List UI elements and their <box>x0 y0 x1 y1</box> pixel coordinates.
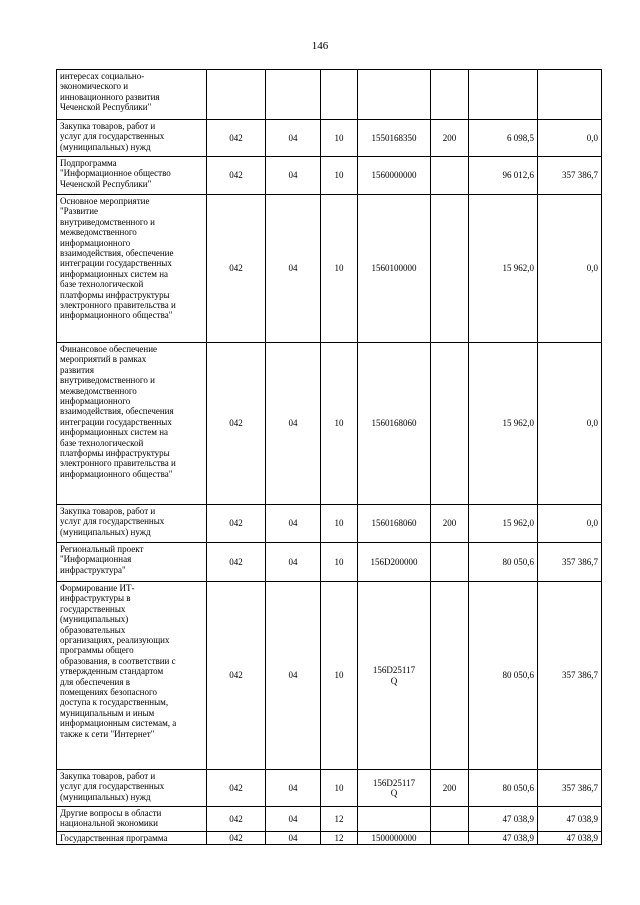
cell-name: Финансовое обеспечение мероприятий в рамках развития внутриведомственного и межведомственного информационного взаимодействия, обеспечения интеграции государственных информационных систем на базе технологической платформы инфраструктуры электронного правительства и информационного общества" <box>57 343 207 505</box>
cell-section: 04 <box>266 505 321 543</box>
cell-type <box>431 807 469 832</box>
cell-ministry: 042 <box>207 505 266 543</box>
cell-amount-1: 96 012,6 <box>469 157 538 195</box>
cell-ministry: 042 <box>207 343 266 505</box>
cell-name: Подпрограмма "Информационное общество Чеченской Республики" <box>57 157 207 195</box>
cell-name: Формирование ИТ- инфраструктуры в государственных (муниципальных) образовательных организациях, реализующих программы общего образования, в соответствии с утвержденным стандартом для обеспечения в помещениях безопасного доступа к государственным, муниципальным и иным информационным системам, а также к сети "Интернет" <box>57 582 207 770</box>
table-row <box>57 543 602 582</box>
table-row <box>57 505 602 543</box>
cell-subsection: 10 <box>321 505 358 543</box>
cell-type <box>431 582 469 770</box>
cell-section: 04 <box>266 832 321 845</box>
cell-ministry: 042 <box>207 832 266 845</box>
cell-type <box>431 832 469 845</box>
cell-type <box>431 157 469 195</box>
cell-ministry: 042 <box>207 120 266 157</box>
cell-name: Государственная программа <box>57 832 207 845</box>
table-row <box>57 195 602 343</box>
cell-ministry <box>207 70 266 120</box>
cell-target <box>358 807 431 832</box>
cell-amount-1: 6 098,5 <box>469 120 538 157</box>
cell-subsection: 10 <box>321 543 358 582</box>
cell-name: Другие вопросы в области национальной экономики <box>57 807 207 832</box>
cell-amount-2: 357 386,7 <box>538 157 602 195</box>
cell-subsection: 10 <box>321 582 358 770</box>
cell-type <box>431 70 469 120</box>
cell-amount-1: 15 962,0 <box>469 195 538 343</box>
cell-subsection: 10 <box>321 770 358 807</box>
cell-section: 04 <box>266 157 321 195</box>
cell-name: Основное мероприятие "Развитие внутриведомственного и межведомственного информационного взаимодействия, обеспечение интеграции государственных информационных систем на базе технологической платформы инфраструктуры электронного правительства и информационного общества" <box>57 195 207 343</box>
cell-section: 04 <box>266 582 321 770</box>
cell-target: 156D25117 Q <box>358 582 431 770</box>
cell-subsection: 10 <box>321 343 358 505</box>
cell-name: Закупка товаров, работ и услуг для государственных (муниципальных) нужд <box>57 505 207 543</box>
cell-type: 200 <box>431 770 469 807</box>
cell-type: 200 <box>431 505 469 543</box>
cell-subsection: 12 <box>321 832 358 845</box>
cell-subsection: 10 <box>321 120 358 157</box>
cell-amount-2: 47 038,9 <box>538 807 602 832</box>
cell-section <box>266 70 321 120</box>
table-row <box>57 582 602 770</box>
table-row <box>57 807 602 832</box>
cell-target: 156D25117 Q <box>358 770 431 807</box>
cell-target: 1560168060 <box>358 343 431 505</box>
table-row <box>57 70 602 120</box>
cell-target: 1550168350 <box>358 120 431 157</box>
cell-subsection: 10 <box>321 157 358 195</box>
table-row <box>57 120 602 157</box>
table-row <box>57 770 602 807</box>
cell-type <box>431 195 469 343</box>
cell-name: Закупка товаров, работ и услуг для государственных (муниципальных) нужд <box>57 770 207 807</box>
cell-amount-1: 47 038,9 <box>469 832 538 845</box>
cell-amount-2: 0,0 <box>538 343 602 505</box>
cell-subsection: 12 <box>321 807 358 832</box>
table-row <box>57 157 602 195</box>
cell-name: Закупка товаров, работ и услуг для государственных (муниципальных) нужд <box>57 120 207 157</box>
cell-type <box>431 343 469 505</box>
cell-target: 156D200000 <box>358 543 431 582</box>
cell-target: 1560100000 <box>358 195 431 343</box>
cell-amount-2: 0,0 <box>538 120 602 157</box>
cell-type: 200 <box>431 120 469 157</box>
cell-target <box>358 70 431 120</box>
cell-amount-1: 15 962,0 <box>469 505 538 543</box>
table-row <box>57 832 602 845</box>
cell-ministry: 042 <box>207 543 266 582</box>
cell-amount-2 <box>538 70 602 120</box>
cell-amount-1: 80 050,6 <box>469 770 538 807</box>
cell-amount-1: 80 050,6 <box>469 543 538 582</box>
cell-subsection: 10 <box>321 195 358 343</box>
cell-amount-2: 47 038,9 <box>538 832 602 845</box>
cell-ministry: 042 <box>207 157 266 195</box>
cell-section: 04 <box>266 343 321 505</box>
cell-ministry: 042 <box>207 195 266 343</box>
cell-ministry: 042 <box>207 582 266 770</box>
cell-amount-2: 357 386,7 <box>538 543 602 582</box>
cell-section: 04 <box>266 543 321 582</box>
cell-amount-2: 0,0 <box>538 195 602 343</box>
cell-amount-1 <box>469 70 538 120</box>
cell-target: 1500000000 <box>358 832 431 845</box>
cell-ministry: 042 <box>207 807 266 832</box>
cell-amount-1: 47 038,9 <box>469 807 538 832</box>
table-row <box>57 343 602 505</box>
cell-name: Региональный проект "Информационная инфраструктура" <box>57 543 207 582</box>
cell-amount-2: 357 386,7 <box>538 582 602 770</box>
cell-target: 1560168060 <box>358 505 431 543</box>
cell-section: 04 <box>266 120 321 157</box>
budget-table <box>56 69 602 845</box>
page-number: 146 <box>311 40 329 52</box>
cell-section: 04 <box>266 770 321 807</box>
cell-name: интересах социально- экономического и инновационного развития Чеченской Республики" <box>57 70 207 120</box>
cell-amount-1: 15 962,0 <box>469 343 538 505</box>
cell-target: 1560000000 <box>358 157 431 195</box>
cell-amount-1: 80 050,6 <box>469 582 538 770</box>
cell-section: 04 <box>266 195 321 343</box>
cell-subsection <box>321 70 358 120</box>
cell-type <box>431 543 469 582</box>
cell-amount-2: 0,0 <box>538 505 602 543</box>
cell-amount-2: 357 386,7 <box>538 770 602 807</box>
cell-ministry: 042 <box>207 770 266 807</box>
cell-section: 04 <box>266 807 321 832</box>
